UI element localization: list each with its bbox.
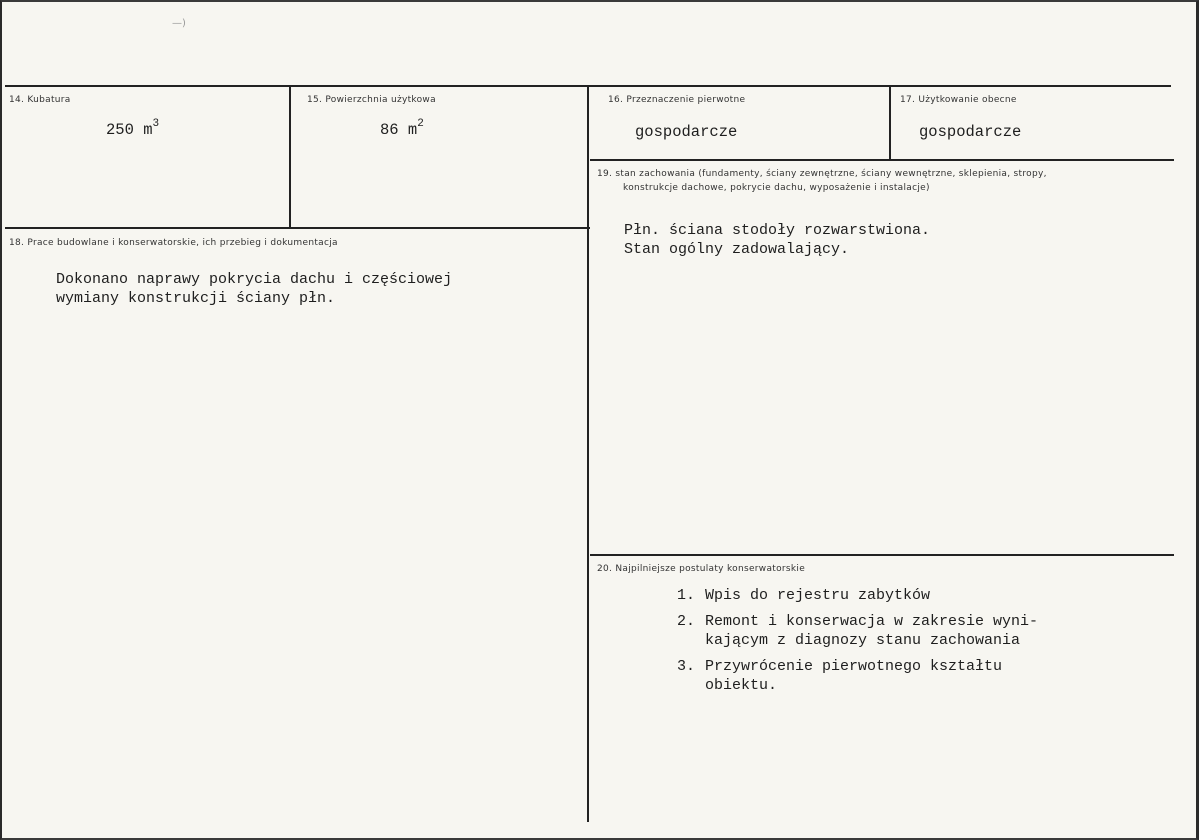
list-item-number: 3. xyxy=(677,658,696,675)
field-20-label: 20. Najpilniejsze postulaty konserwatorskie xyxy=(597,564,806,574)
list-item-number: 1. xyxy=(677,587,696,604)
list-item-number: 2. xyxy=(677,613,696,630)
field-17-value: gospodarcze xyxy=(919,123,1022,141)
stray-mark: —) xyxy=(172,18,186,29)
field-14-value xyxy=(106,120,159,139)
field-15-value-text: 86 m xyxy=(380,121,418,140)
field-15-label: 15. Powierzchnia użytkowa xyxy=(307,95,436,105)
field-14-value-text: 250 m xyxy=(106,121,153,140)
rule-below-16-17 xyxy=(590,159,1174,161)
list-item-text: Remont i konserwacja w zakresie wyni- kającym z diagnozy stanu zachowania xyxy=(705,613,1039,649)
list-item-text: Wpis do rejestru zabytków xyxy=(705,587,931,604)
field-18-label: 18. Prace budowlane i konserwatorskie, ich przebieg i dokumentacja xyxy=(9,238,338,248)
divider-14-15 xyxy=(289,87,291,228)
rule-below-14-15 xyxy=(5,227,590,229)
field-16-value: gospodarcze xyxy=(635,123,738,141)
field-15-value xyxy=(380,120,424,139)
field-15-unit-superscript: 2 xyxy=(417,118,424,130)
field-14-unit-superscript: 3 xyxy=(152,118,160,130)
field-16-label: 16. Przeznaczenie pierwotne xyxy=(608,95,746,105)
list-item-text: Przywrócenie pierwotnego kształtu obiektu. xyxy=(705,658,1003,694)
field-18-text: Dokonano naprawy pokrycia dachu i częściowej wymiany konstrukcji ściany płn. xyxy=(56,271,453,307)
center-divider xyxy=(587,87,589,822)
divider-16-17 xyxy=(889,87,891,159)
field-19-label-line1: 19. stan zachowania (fundamenty, ściany zewnętrzne, ściany wewnętrzne, sklepienia, stropy, xyxy=(597,169,1047,179)
list-item xyxy=(677,657,1038,695)
rule-above-20 xyxy=(590,554,1174,556)
list-item xyxy=(677,612,1038,650)
field-14-label: 14. Kubatura xyxy=(9,95,71,105)
field-17-label: 17. Użytkowanie obecne xyxy=(900,95,1017,105)
field-20-list xyxy=(677,586,1038,702)
field-19-label-line2: konstrukcje dachowe, pokrycie dachu, wyposażenie i instalacje) xyxy=(623,183,930,193)
list-item xyxy=(677,586,1038,605)
field-19-text: Płn. ściana stodoły rozwarstwiona. Stan ogólny zadowalający. xyxy=(624,222,931,258)
